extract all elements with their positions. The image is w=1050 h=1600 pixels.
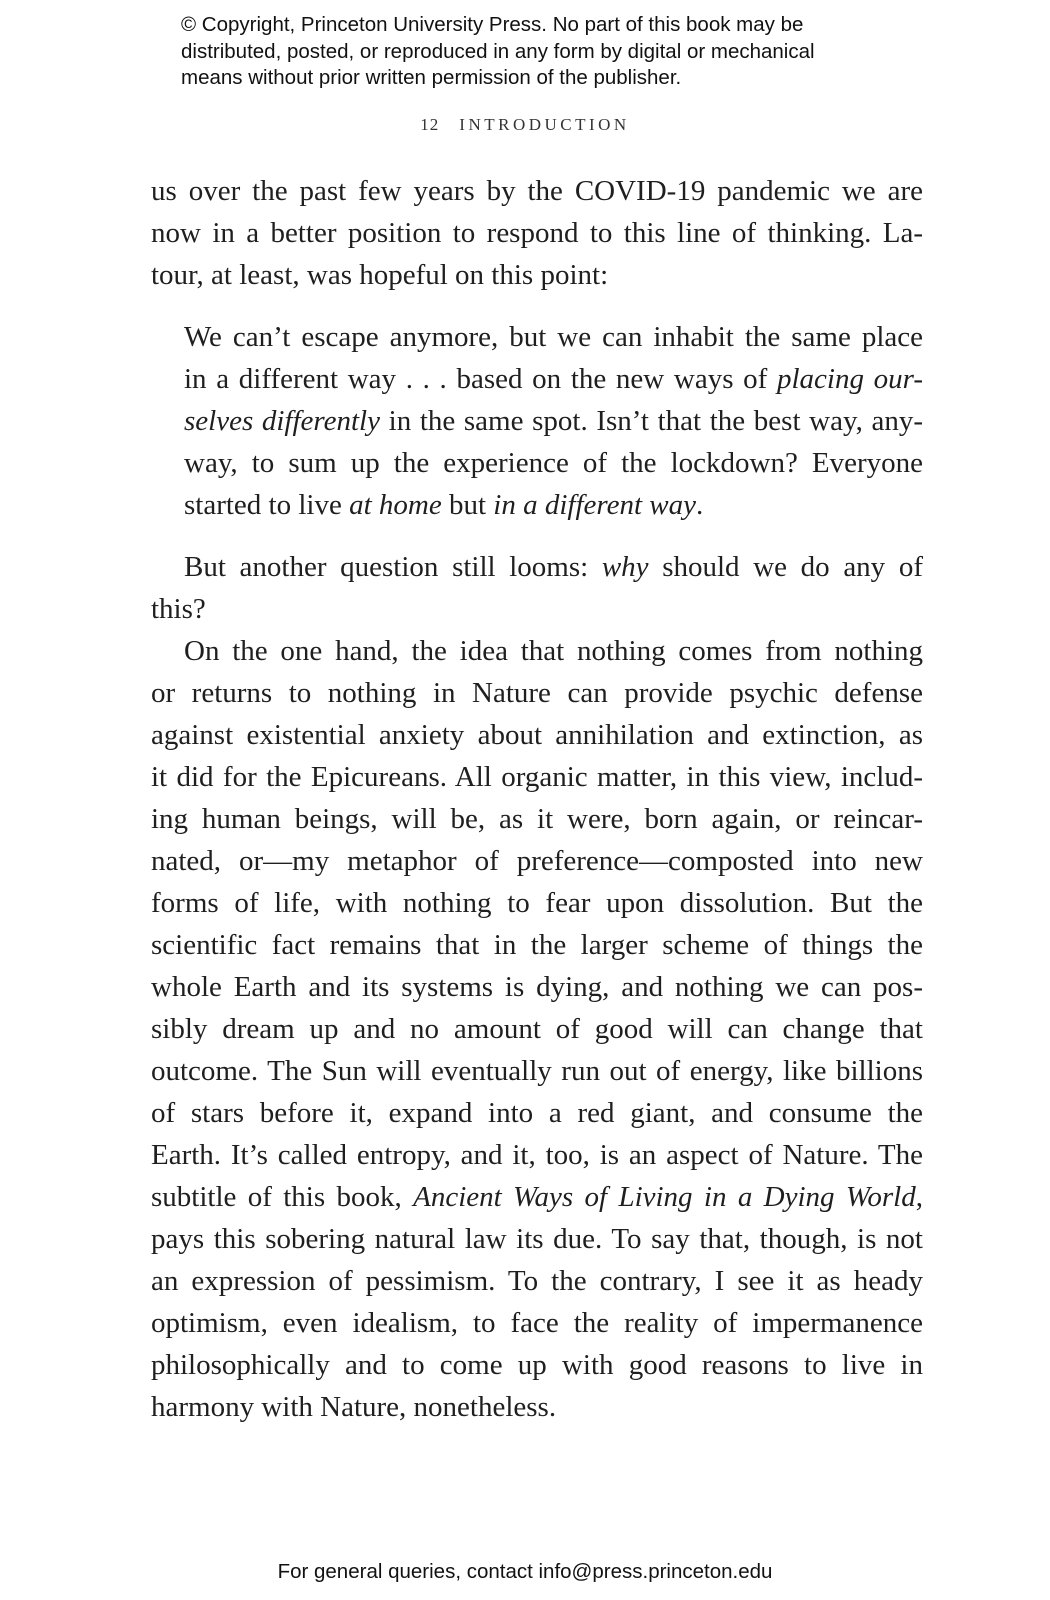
paragraph bbox=[151, 546, 923, 630]
text-line: now in a better position to respond to this line of thinking. La- bbox=[151, 217, 923, 249]
copyright-line: means without prior written permission of the publisher. bbox=[181, 66, 682, 89]
footer-contact: For general queries, contact info@press.princeton.edu bbox=[277, 1560, 773, 1583]
copyright-line: © Copyright, Princeton University Press. No part of this book may be bbox=[181, 13, 804, 36]
paragraph bbox=[151, 170, 923, 296]
copyright-notice bbox=[181, 12, 901, 92]
copyright-line: distributed, posted, or reproduced in any form by digital or mechanical bbox=[181, 39, 815, 63]
text-line: outcome. The Sun will eventually run out of energy, like billions bbox=[151, 1055, 923, 1087]
text-line: nated, or—my metaphor of preference—composted into new bbox=[151, 845, 923, 877]
text-line: forms of life, with nothing to fear upon dissolution. But the bbox=[151, 887, 923, 919]
page-number: 12 bbox=[420, 115, 440, 134]
text-line: sibly dream up and no amount of good will can change that bbox=[151, 1013, 923, 1045]
text-line: of stars before it, expand into a red giant, and consume the bbox=[151, 1097, 923, 1129]
text-line: pays this sobering natural law its due. To say that, though, is not bbox=[151, 1223, 923, 1255]
text-line: subtitle of this book, Ancient Ways of Living in a Dying World, bbox=[151, 1181, 923, 1213]
block-quote bbox=[151, 316, 923, 526]
italic-text: selves differently bbox=[184, 405, 380, 437]
text-line: an expression of pessimism. To the contrary, I see it as heady bbox=[151, 1265, 923, 1297]
text-line: scientific fact remains that in the larger scheme of things the bbox=[151, 929, 923, 961]
italic-text: placing our- bbox=[776, 363, 923, 395]
text-line: harmony with Nature, nonetheless. bbox=[151, 1391, 557, 1423]
text-line: Earth. It’s called entropy, and it, too, is an aspect of Nature. The bbox=[151, 1139, 923, 1171]
text-line: On the one hand, the idea that nothing comes from nothing bbox=[184, 635, 923, 667]
quote-line: We can’t escape anymore, but we can inhabit the same place bbox=[184, 321, 923, 353]
text-line: or returns to nothing in Nature can provide psychic defense bbox=[151, 677, 923, 709]
italic-text: in a different way bbox=[493, 489, 696, 521]
running-head bbox=[0, 115, 1050, 135]
italic-text: at home bbox=[349, 489, 442, 521]
text-line: tour, at least, was hopeful on this point: bbox=[151, 259, 609, 291]
text-line: But another question still looms: why should we do any of bbox=[184, 551, 923, 583]
body-text bbox=[151, 170, 923, 1428]
quote-line: selves differently in the same spot. Isn’t that the best way, any- bbox=[184, 405, 924, 437]
quote-line: in a different way . . . based on the new ways of placing our- bbox=[184, 363, 923, 395]
text-line: philosophically and to come up with good reasons to live in bbox=[151, 1349, 923, 1381]
section-title: INTRODUCTION bbox=[459, 115, 630, 134]
quote-line: started to live at home but in a different way. bbox=[184, 489, 704, 521]
paragraph bbox=[151, 630, 923, 1428]
quote-line: way, to sum up the experience of the lockdown? Everyone bbox=[184, 447, 923, 479]
text-line: this? bbox=[151, 593, 206, 625]
text-line: ing human beings, will be, as it were, born again, or reincar- bbox=[151, 803, 923, 835]
text-line: us over the past few years by the COVID-19 pandemic we are bbox=[151, 175, 923, 207]
text-line: against existential anxiety about annihilation and extinction, as bbox=[151, 719, 923, 751]
text-line: optimism, even idealism, to face the reality of impermanence bbox=[151, 1307, 923, 1339]
italic-text: why bbox=[601, 551, 649, 583]
book-subtitle: Ancient Ways of Living in a Dying World bbox=[413, 1181, 916, 1213]
text-line: it did for the Epicureans. All organic matter, in this view, includ- bbox=[151, 761, 923, 793]
text-line: whole Earth and its systems is dying, and nothing we can pos- bbox=[151, 971, 923, 1003]
